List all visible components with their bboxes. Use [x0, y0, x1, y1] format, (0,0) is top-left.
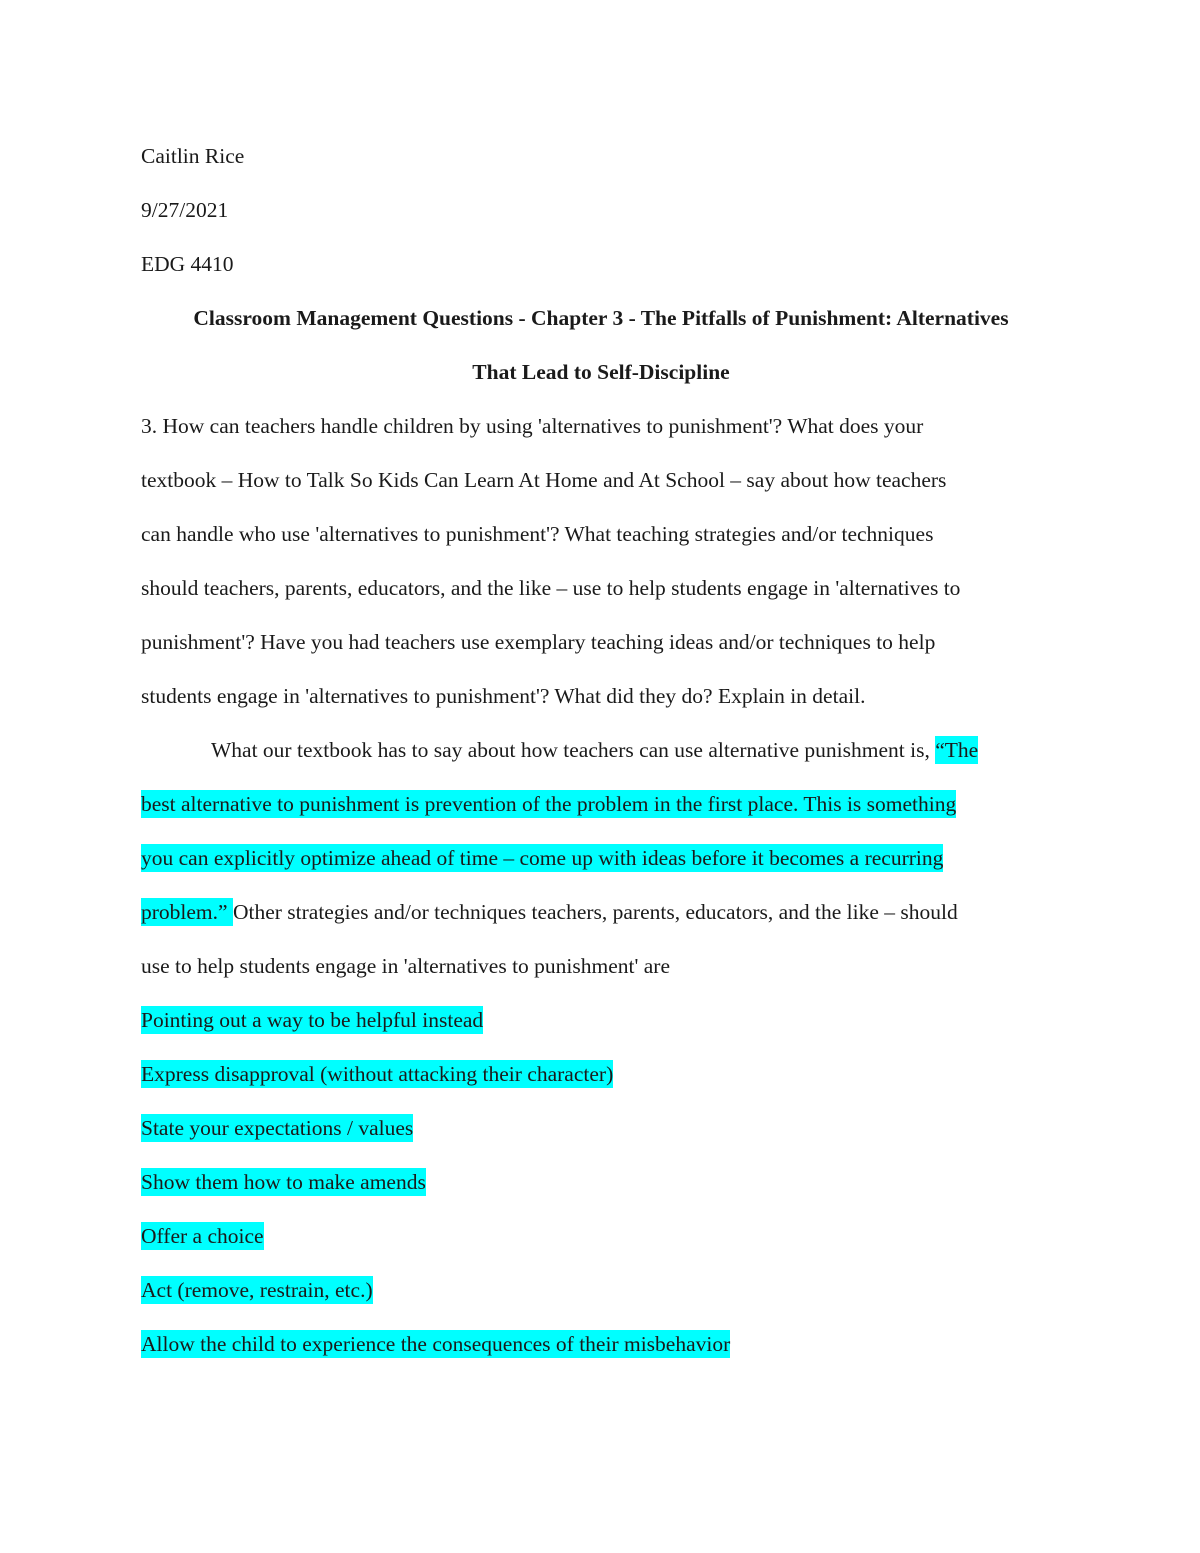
highlighted-alternative: Allow the child to experience the consequences of their misbehavior — [141, 1332, 731, 1356]
author-name: Caitlin Rice — [141, 144, 245, 168]
question-line: textbook – How to Talk So Kids Can Learn At Home and At School – say about how teachers — [141, 468, 947, 492]
submission-date: 9/27/2021 — [141, 198, 229, 222]
highlighted-quote: “The — [935, 738, 979, 762]
answer-text: use to help students engage in 'alternatives to punishment' are — [141, 954, 670, 978]
question-line: punishment'? Have you had teachers use exemplary teaching ideas and/or techniques to help — [141, 630, 936, 654]
list-item — [141, 1209, 1061, 1263]
document-content — [141, 129, 1061, 1371]
document-title-line-1: Classroom Management Questions - Chapter 3 - The Pitfalls of Punishment: Alternatives — [193, 306, 1009, 330]
answer-line — [141, 777, 1061, 831]
answer-line — [141, 723, 1061, 777]
answer-line — [141, 885, 1061, 939]
answer-text: What our textbook has to say about how teachers can use alternative punishment is, — [211, 738, 936, 762]
list-item — [141, 1317, 1061, 1371]
list-item — [141, 1263, 1061, 1317]
highlighted-alternative: Pointing out a way to be helpful instead — [141, 1008, 484, 1032]
question-line: should teachers, parents, educators, and the like – use to help students engage in 'alternatives to — [141, 576, 961, 600]
highlighted-alternative: State your expectations / values — [141, 1116, 414, 1140]
highlighted-quote: you can explicitly optimize ahead of time – come up with ideas before it becomes a recurring — [141, 846, 944, 870]
answer-line — [141, 831, 1061, 885]
question-line: can handle who use 'alternatives to punishment'? What teaching strategies and/or techniques — [141, 522, 934, 546]
question-line: students engage in 'alternatives to punishment'? What did they do? Explain in detail. — [141, 684, 866, 708]
answer-paragraph — [141, 723, 1061, 993]
course-code: EDG 4410 — [141, 252, 234, 276]
highlighted-alternative: Show them how to make amends — [141, 1170, 426, 1194]
answer-text: Other strategies and/or techniques teachers, parents, educators, and the like – should — [232, 900, 958, 924]
question-line: 3. How can teachers handle children by using 'alternatives to punishment'? What does your — [141, 414, 924, 438]
highlighted-quote: best alternative to punishment is prevention of the problem in the first place. This is something — [141, 792, 957, 816]
question-paragraph — [141, 399, 1061, 723]
list-item — [141, 1101, 1061, 1155]
list-item — [141, 1047, 1061, 1101]
alternatives-list — [141, 993, 1061, 1371]
highlighted-alternative: Offer a choice — [141, 1224, 264, 1248]
list-item — [141, 993, 1061, 1047]
answer-line — [141, 939, 1061, 993]
highlighted-alternative: Act (remove, restrain, etc.) — [141, 1278, 373, 1302]
document-title-line-2: That Lead to Self-Discipline — [472, 360, 730, 384]
highlighted-quote: problem.” — [141, 900, 233, 924]
list-item — [141, 1155, 1061, 1209]
highlighted-alternative: Express disapproval (without attacking their character) — [141, 1062, 614, 1086]
